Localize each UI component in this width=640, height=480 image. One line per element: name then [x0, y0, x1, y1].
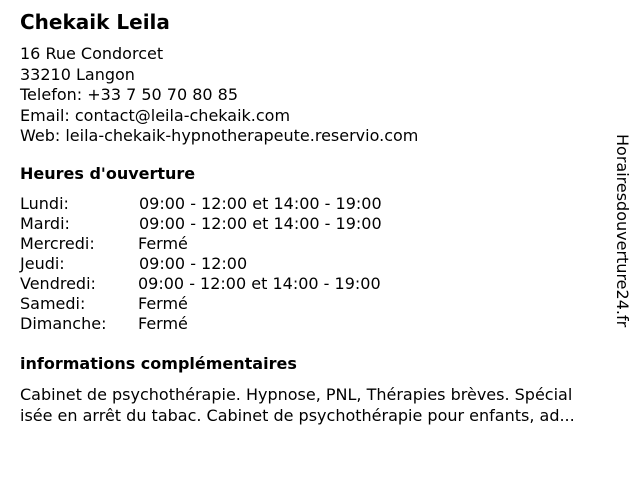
day-label: Mardi: [20, 214, 70, 233]
business-name: Chekaik Leila [20, 10, 170, 34]
street-address: 16 Rue Condorcet [20, 44, 164, 63]
time-value: Fermé [138, 314, 188, 333]
email-line: Email: contact@leila-chekaik.com [20, 105, 291, 125]
site-watermark: Horairesdouverture24.fr [613, 134, 632, 328]
day-label: Dimanche: [20, 314, 107, 333]
hours-heading: Heures d'ouverture [20, 164, 196, 183]
city-postcode: 33210 Langon [20, 64, 135, 84]
day-label: Samedi: [20, 294, 86, 313]
info-heading: informations complémentaires [20, 354, 297, 373]
description-line-1: Cabinet de psychothérapie. Hypnose, PNL, Thérapies brèves. Spécial [20, 385, 573, 404]
web-line: Web: leila-chekaik-hypnotherapeute.reservio.com [20, 126, 419, 145]
time-value: Fermé [138, 294, 188, 313]
day-label: Lundi: [20, 194, 69, 213]
time-value: 09:00 - 12:00 et 14:00 - 19:00 [139, 194, 382, 213]
time-value: 09:00 - 12:00 et 14:00 - 19:00 [138, 274, 381, 293]
day-label: Vendredi: [20, 274, 96, 293]
time-value: 09:00 - 12:00 [139, 254, 248, 273]
phone-line: Telefon: +33 7 50 70 80 85 [20, 85, 239, 104]
description-line-2: isée en arrêt du tabac. Cabinet de psychothérapie pour enfants, ad... [20, 406, 575, 425]
time-value: 09:00 - 12:00 et 14:00 - 19:00 [139, 214, 382, 233]
day-label: Jeudi: [20, 254, 65, 273]
time-value: Fermé [138, 234, 188, 253]
day-label: Mercredi: [20, 234, 95, 253]
contact-block [20, 44, 418, 147]
business-description [20, 384, 630, 426]
